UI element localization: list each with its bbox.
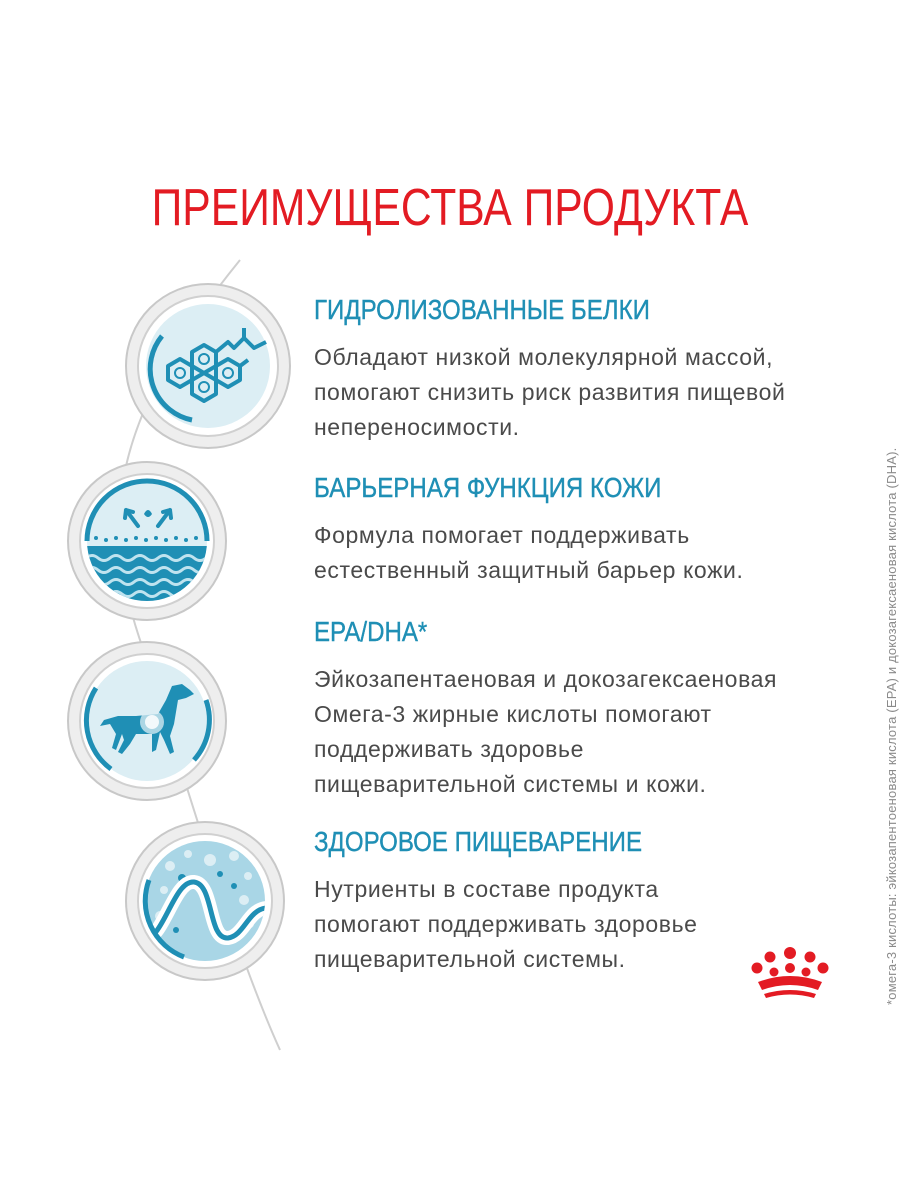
- molecule-icon: [124, 282, 292, 455]
- page-title: ПРЕИМУЩЕСТВА ПРОДУКТА: [151, 179, 749, 237]
- benefit-line: Обладают низкой молекулярной массой,: [314, 344, 774, 370]
- benefit-line: Формула помогает поддерживать: [314, 522, 690, 548]
- benefit-line: непереносимости.: [314, 414, 520, 440]
- benefit-line: помогают снизить риск развития пищевой: [314, 379, 786, 405]
- benefit-line: пищеварительной системы и кожи.: [314, 771, 707, 797]
- benefit-line: поддерживать здоровье: [314, 736, 584, 762]
- benefit-line: Нутриенты в составе продукта: [314, 876, 659, 902]
- benefit-description: [314, 518, 854, 588]
- benefit-description: [314, 340, 854, 445]
- benefit-line: естественный защитный барьер кожи.: [314, 557, 744, 583]
- dog-icon: [66, 640, 228, 807]
- benefit-epa-dha: [314, 616, 854, 802]
- royal-canin-crown-logo: [748, 946, 832, 1007]
- benefit-hydrolyzed-proteins: [314, 294, 854, 445]
- benefit-line: Омега-3 жирные кислоты помогают: [314, 701, 712, 727]
- benefit-line: пищеварительной системы.: [314, 946, 626, 972]
- benefit-skin-barrier: [314, 472, 854, 588]
- benefit-title: БАРЬЕРНАЯ ФУНКЦИЯ КОЖИ: [314, 472, 662, 503]
- digestion-icon: [124, 820, 286, 987]
- benefit-line: помогают поддерживать здоровье: [314, 911, 698, 937]
- skin-barrier-icon: [66, 460, 228, 627]
- benefit-title: ЗДОРОВОЕ ПИЩЕВАРЕНИЕ: [314, 826, 643, 857]
- benefit-line: Эйкозапентаеновая и докозагексаеновая: [314, 666, 778, 692]
- benefit-title: EPA/DHA*: [314, 616, 428, 647]
- benefit-title: ГИДРОЛИЗОВАННЫЕ БЕЛКИ: [314, 294, 650, 325]
- benefit-description: [314, 662, 854, 802]
- footnote: *омега-3 кислоты: эйкозапентоеновая кислота (EPA) и докозагексаеновая кислота (DHA).: [884, 447, 899, 1005]
